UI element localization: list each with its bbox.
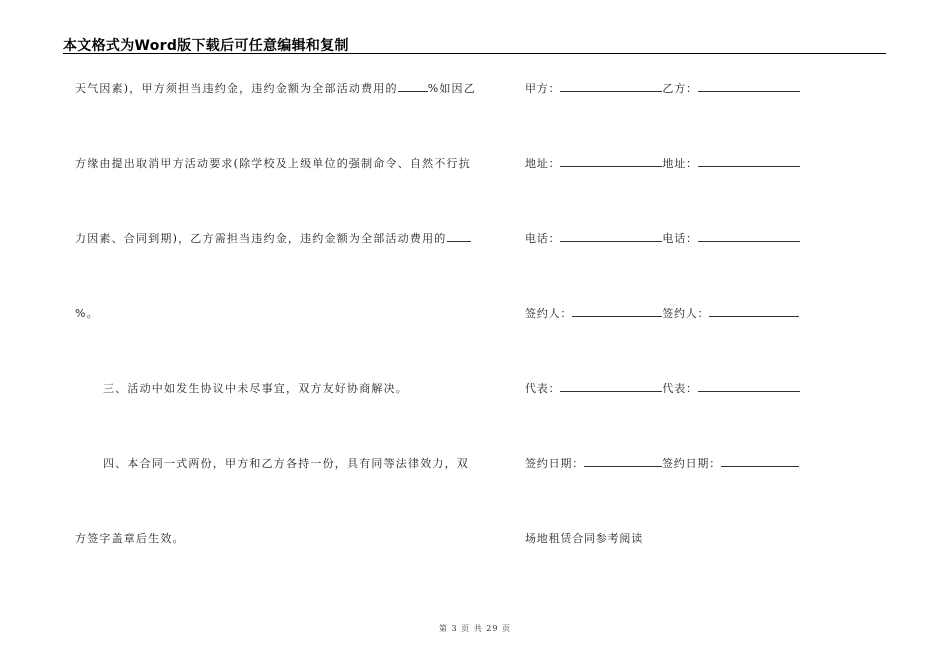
blank-line bbox=[709, 306, 799, 317]
blank-line bbox=[584, 456, 662, 467]
signature-row-phone bbox=[525, 230, 800, 246]
blank-line bbox=[560, 81, 662, 92]
page-number: 第 3 页 共 29 页 bbox=[439, 624, 511, 633]
blank-line bbox=[698, 231, 800, 242]
blank-line bbox=[560, 231, 662, 242]
phone-a-label: 电话： bbox=[525, 232, 561, 245]
signature-row-date bbox=[525, 455, 799, 471]
paragraph-line-1 bbox=[75, 80, 476, 96]
address-a-label: 地址： bbox=[525, 157, 561, 170]
paragraph-line-6: 四、本合同一式两份，甲方和乙方各持一份，具有同等法律效力，双 bbox=[103, 457, 469, 470]
date-a-label: 签约日期： bbox=[525, 457, 584, 470]
signer-b-label: 签约人： bbox=[662, 307, 710, 320]
blank-line bbox=[560, 156, 662, 167]
signature-row-party bbox=[525, 80, 800, 96]
paragraph-text: 天气因素)，甲方须担当违约金，违约金额为全部活动费用的 bbox=[75, 82, 398, 95]
rep-b-label: 代表： bbox=[662, 382, 698, 395]
date-b-label: 签约日期： bbox=[662, 457, 721, 470]
signature-row-signer bbox=[525, 305, 799, 321]
blank-underline bbox=[447, 232, 471, 242]
signature-row-address bbox=[525, 155, 800, 171]
blank-line bbox=[560, 381, 662, 392]
blank-line bbox=[698, 81, 800, 92]
party-a-label: 甲方： bbox=[525, 82, 561, 95]
blank-line bbox=[721, 456, 799, 467]
paragraph-line-5: 三、活动中如发生协议中未尽事宜，双方友好协商解决。 bbox=[103, 382, 408, 395]
blank-line bbox=[572, 306, 662, 317]
address-b-label: 地址： bbox=[662, 157, 698, 170]
header-divider bbox=[63, 53, 886, 54]
reference-title: 场地租赁合同参考阅读 bbox=[525, 532, 643, 545]
paragraph-text: 力因素、合同到期)，乙方需担当违约金，违约金额为全部活动费用的 bbox=[75, 232, 447, 245]
paragraph-text: %如因乙 bbox=[427, 82, 476, 95]
paragraph-line-4: %。 bbox=[75, 307, 99, 320]
phone-b-label: 电话： bbox=[662, 232, 698, 245]
rep-a-label: 代表： bbox=[525, 382, 561, 395]
header-title: 本文格式为Word版下载后可任意编辑和复制 bbox=[63, 38, 349, 54]
paragraph-line-3 bbox=[75, 230, 471, 246]
signer-a-label: 签约人： bbox=[525, 307, 573, 320]
paragraph-line-2: 方缘由提出取消甲方活动要求(除学校及上级单位的强制命令、自然不行抗 bbox=[75, 157, 471, 170]
blank-line bbox=[698, 156, 800, 167]
blank-line bbox=[698, 381, 800, 392]
paragraph-line-7: 方签字盖章后生效。 bbox=[75, 532, 185, 545]
signature-row-representative bbox=[525, 380, 800, 396]
party-b-label: 乙方： bbox=[662, 82, 698, 95]
blank-underline bbox=[398, 82, 428, 92]
